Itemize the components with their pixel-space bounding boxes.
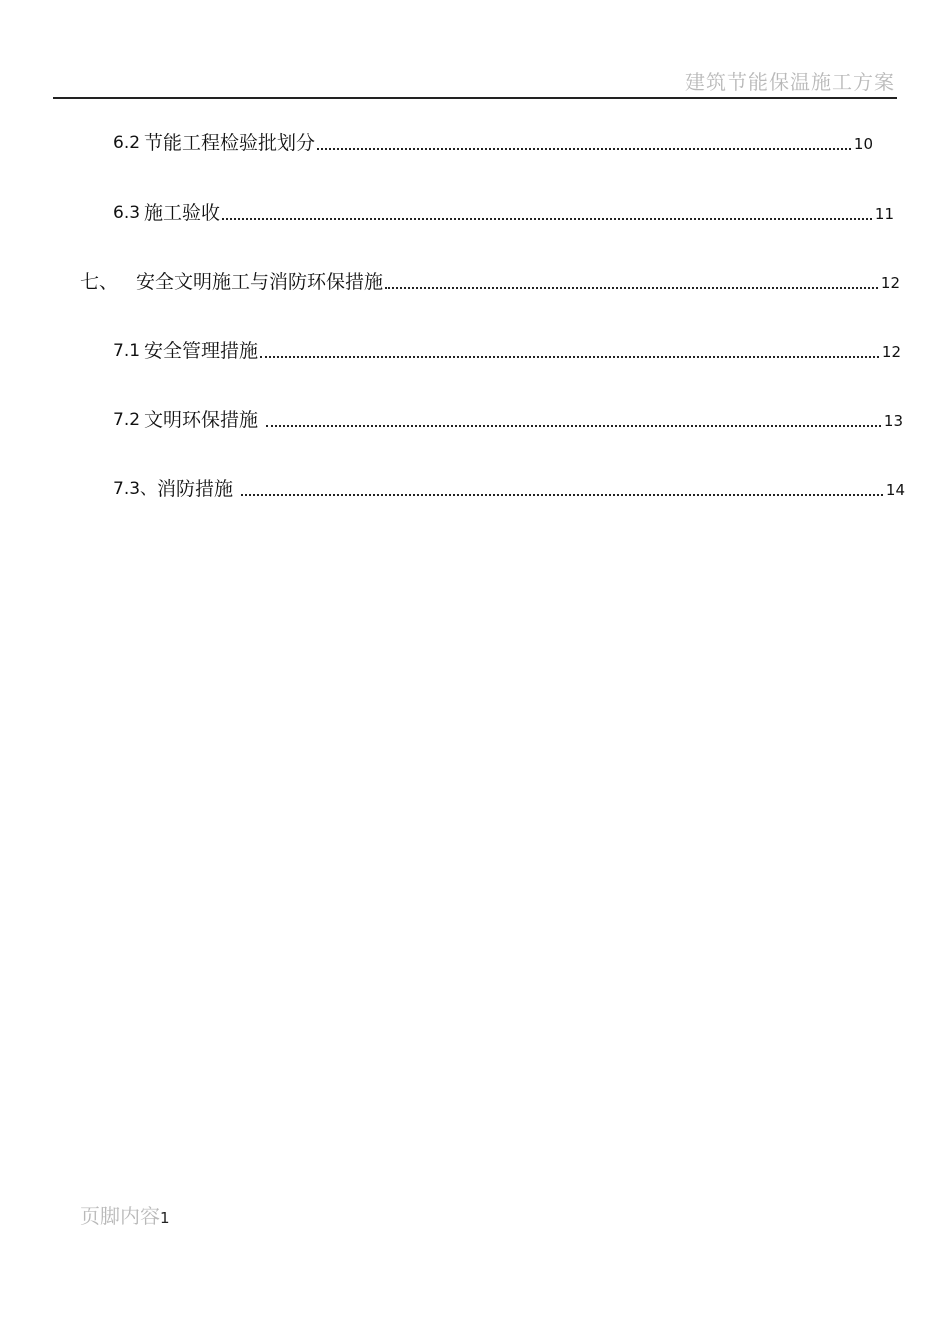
footer-page-number: 1 <box>160 1209 170 1227</box>
toc-leader-dots <box>260 356 879 358</box>
toc-entry-number: 7.3、 <box>113 479 158 499</box>
toc-entry-number: 6.3 <box>113 203 141 223</box>
toc-entry-page: 11 <box>874 205 894 223</box>
toc-entry-title: 节能工程检验批划分 <box>144 132 316 154</box>
toc-entry[interactable] <box>113 334 901 362</box>
footer-label: 页脚内容 <box>80 1204 160 1228</box>
toc-entry-title: 施工验收 <box>144 202 221 224</box>
header-rule <box>53 97 897 99</box>
toc-entry[interactable] <box>80 265 900 293</box>
toc-leader-dots <box>222 218 872 220</box>
toc-leader-dots <box>317 148 851 150</box>
toc-leader-dots <box>385 287 878 289</box>
toc-entry-page: 12 <box>880 274 900 292</box>
toc-entry[interactable] <box>113 196 894 224</box>
toc-entry[interactable] <box>113 472 905 500</box>
toc-leader-dots <box>266 425 881 427</box>
toc-entry-title: 安全文明施工与消防环保措施 <box>136 271 384 293</box>
toc-entry-page: 14 <box>885 481 905 499</box>
toc-entry-page: 13 <box>883 412 903 430</box>
toc-entry-number: 7.1 <box>113 341 141 361</box>
toc-leader-dots <box>241 494 883 496</box>
toc-entry-number: 6.2 <box>113 133 141 153</box>
toc-entry-title: 文明环保措施 <box>144 409 259 431</box>
toc-entry-title: 安全管理措施 <box>144 340 259 362</box>
page-footer <box>80 1200 170 1229</box>
toc-entry-page: 12 <box>881 343 901 361</box>
toc-chapter-number: 七、 <box>80 271 119 293</box>
toc-entry-number: 7.2 <box>113 410 141 430</box>
toc-entry[interactable] <box>113 403 903 431</box>
toc-entry[interactable] <box>113 126 873 154</box>
toc-entry-page: 10 <box>853 135 873 153</box>
toc-entry-title: 消防措施 <box>157 478 234 500</box>
header-title: 建筑节能保温施工方案 <box>685 70 895 94</box>
